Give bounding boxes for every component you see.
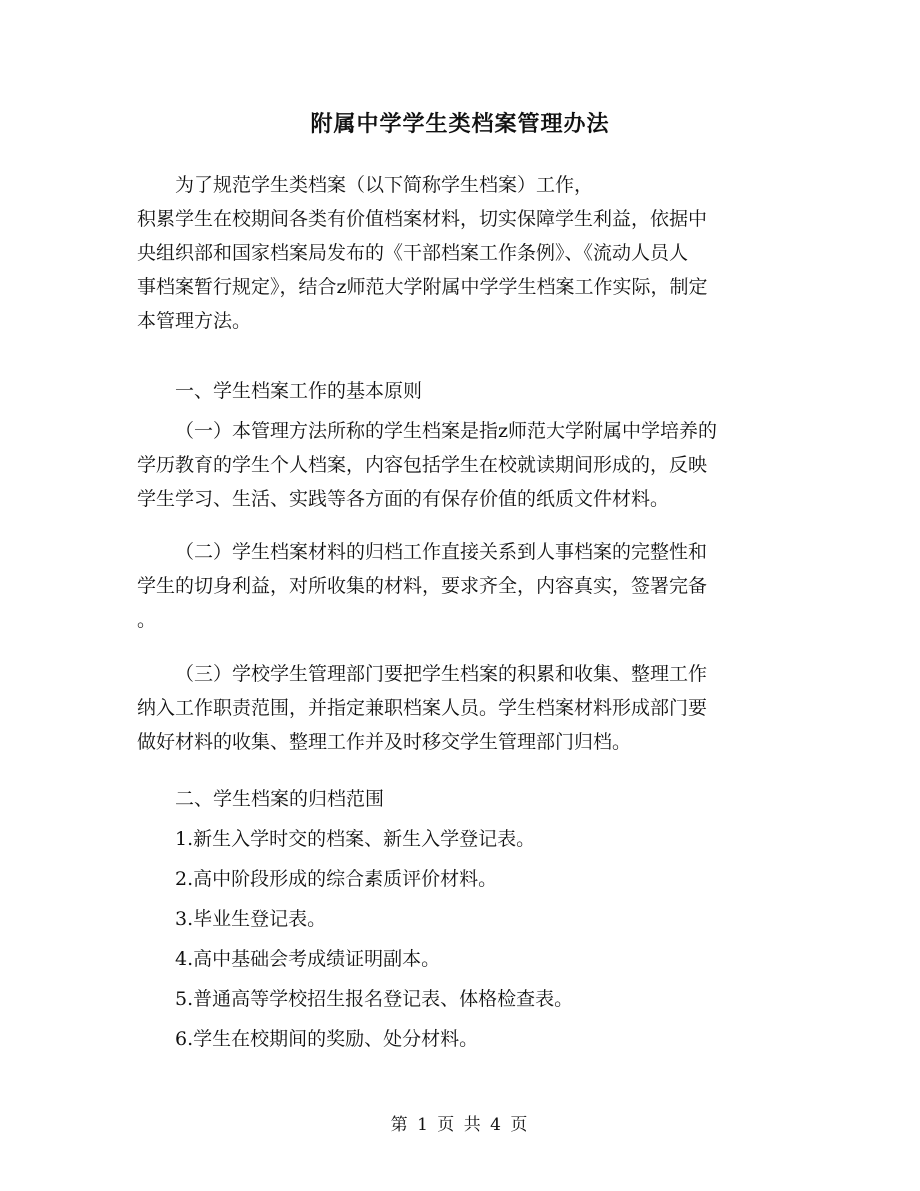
paragraph-line: （二）学生档案材料的归档工作直接关系到人事档案的完整性和	[175, 541, 708, 563]
list-item: 2.高中阶段形成的综合素质评价材料。	[175, 868, 498, 890]
paragraph-line: 学生学习、生活、实践等各方面的有保存价值的纸质文件材料。	[137, 488, 670, 510]
paragraph-line: 学历教育的学生个人档案，内容包括学生在校就读期间形成的，反映	[137, 454, 708, 476]
paragraph-line: 学生的切身利益，对所收集的材料，要求齐全，内容真实，签署完备	[137, 575, 708, 597]
section-heading: 二、学生档案的归档范围	[175, 788, 385, 810]
page-title: 附属中学学生类档案管理办法	[310, 111, 610, 137]
paragraph-line: 纳入工作职责范围，并指定兼职档案人员。学生档案材料形成部门要	[137, 697, 708, 719]
section-1-item-1	[137, 414, 783, 516]
section-1-item-3	[137, 657, 783, 759]
section-1-heading-block	[137, 374, 783, 408]
section-heading: 一、学生档案工作的基本原则	[175, 380, 423, 402]
intro-line-4: 事档案暂行规定》，结合z师范大学附属中学学生档案工作实际，制定	[137, 276, 708, 298]
intro-line-5: 本管理方法。	[137, 310, 252, 332]
list-item: 5.普通高等学校招生报名登记表、体格检查表。	[175, 988, 574, 1010]
list-item: 6.学生在校期间的奖励、处分材料。	[175, 1028, 479, 1050]
intro-line-1: 为了规范学生类档案（以下简称学生档案）工作，	[175, 174, 594, 196]
list-item: 1.新生入学时交的档案、新生入学登记表。	[175, 828, 536, 850]
paragraph-line: 。	[137, 609, 157, 631]
intro-line-3: 央组织部和国家档案局发布的《干部档案工作条例》、《流动人员人	[137, 242, 689, 264]
paragraph-line: （三）学校学生管理部门要把学生档案的积累和收集、整理工作	[175, 663, 708, 685]
list-item: 4.高中基础会考成绩证明副本。	[175, 948, 441, 970]
intro-paragraph	[137, 168, 783, 338]
section-1-item-2	[137, 535, 783, 637]
page-footer: 第 1 页 共 4 页	[390, 1115, 530, 1135]
section-2	[137, 782, 783, 1056]
paragraph-line: 做好材料的收集、整理工作并及时移交学生管理部门归档。	[137, 731, 632, 753]
paragraph-line: （一）本管理方法所称的学生档案是指z师范大学附属中学培养的	[175, 420, 718, 442]
list-item: 3.毕业生登记表。	[175, 908, 327, 930]
intro-line-2: 积累学生在校期间各类有价值档案材料，切实保障学生利益，依据中	[137, 208, 708, 230]
